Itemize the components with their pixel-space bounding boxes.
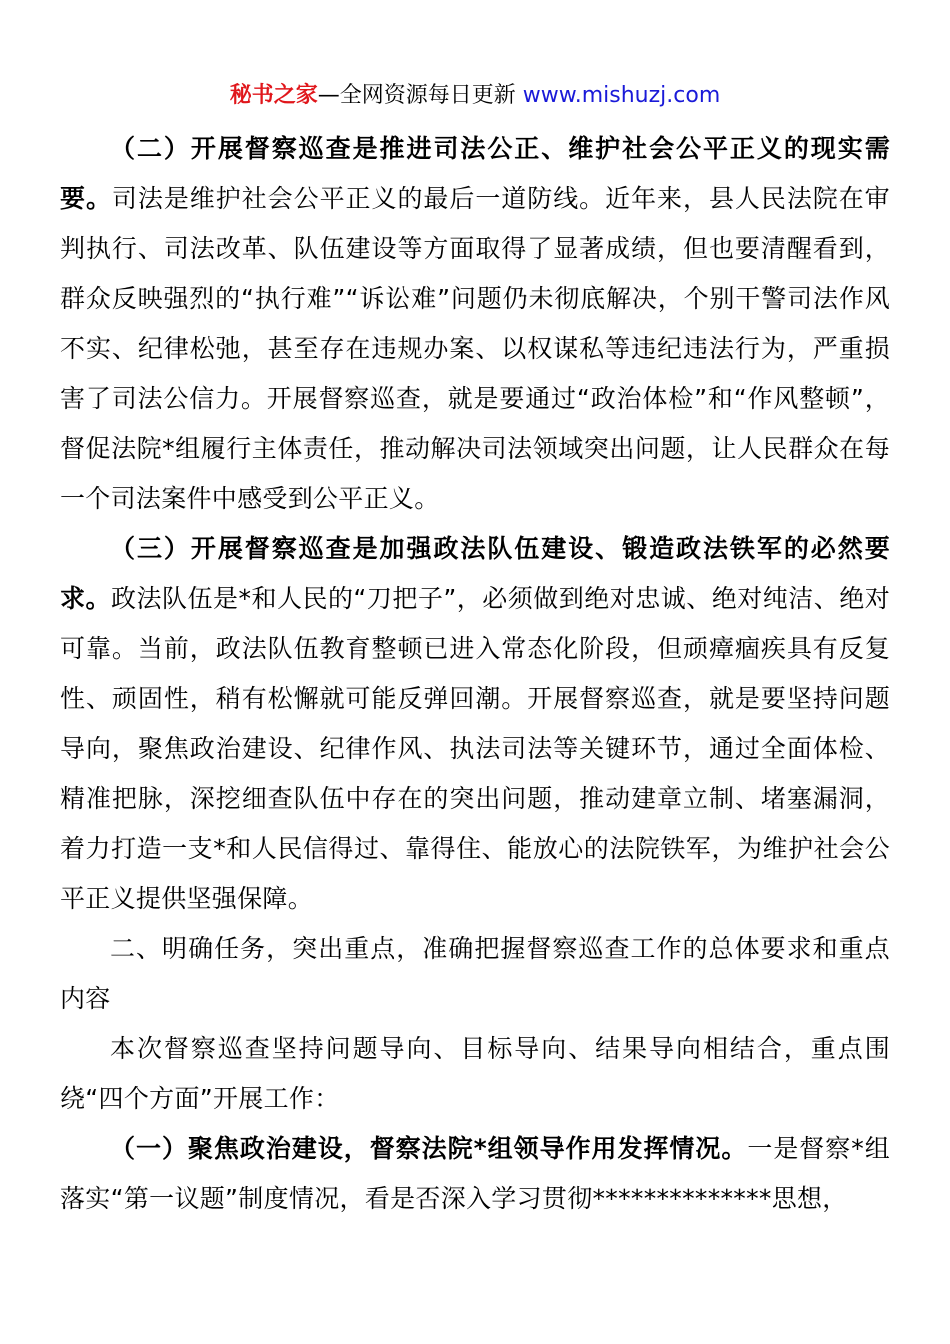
section-title-2 [60,924,890,1024]
paragraph-intro [60,1024,890,1124]
paragraph-text: 一是督察*组落实“第一议题”制度情况，看是否深入学习贯彻**************思想， [60,1134,890,1213]
section-heading: （二）开展督察巡查是推进司法公正、维护社会公平正义的现实需要。 [60,134,890,213]
section-heading: （一）聚焦政治建设，督察法院*组领导作用发挥情况。 [110,1134,748,1163]
paragraph-text: 政法队伍是*和人民的“刀把子”，必须做到绝对忠诚、绝对纯洁、绝对可靠。当前，政法队伍教育整顿已进入常态化阶段，但顽瘴痼疾具有反复性、顽固性，稍有松懈就可能反弹回潮。开展督察巡查，就是要坚持问题导向，聚焦政治建设、纪律作风、执法司法等关键环节，通过全面体检、精准把脉，深挖细查队伍中存在的突出问题，推动建章立制、堵塞漏洞，着力打造一支*和人民信得过、靠得住、能放心的法院铁军，为维护社会公平正义提供坚强保障。 [60,584,890,913]
site-header [0,80,950,112]
paragraph-text: 二、明确任务，突出重点，准确把握督察巡查工作的总体要求和重点内容 [60,934,890,1013]
header-tagline: —全网资源每日更新 [317,83,523,108]
document-body [60,124,890,1224]
section-heading: （三）开展督察巡查是加强政法队伍建设、锻造政法铁军的必然要求。 [60,534,890,613]
paragraph-4 [60,1124,890,1224]
brand-name: 秘书之家 [229,83,318,108]
paragraph-text: 司法是维护社会公平正义的最后一道防线。近年来，县人民法院在审判执行、司法改革、队伍建设等方面取得了显著成绩，但也要清醒看到，群众反映强烈的“执行难”“诉讼难”问题仍未彻底解决，个别干警司法作风不实、纪律松弛，甚至存在违规办案、以权谋私等违纪违法行为，严重损害了司法公信力。开展督察巡查，就是要通过“政治体检”和“作风整顿”，督促法院*组履行主体责任，推动解决司法领域突出问题，让人民群众在每一个司法案件中感受到公平正义。 [60,184,890,513]
paragraph-3 [60,524,890,924]
paragraph-2 [60,124,890,524]
paragraph-text: 本次督察巡查坚持问题导向、目标导向、结果导向相结合，重点围绕“四个方面”开展工作： [60,1034,890,1113]
site-url-link[interactable]: www.mishuzj.com [522,83,721,108]
